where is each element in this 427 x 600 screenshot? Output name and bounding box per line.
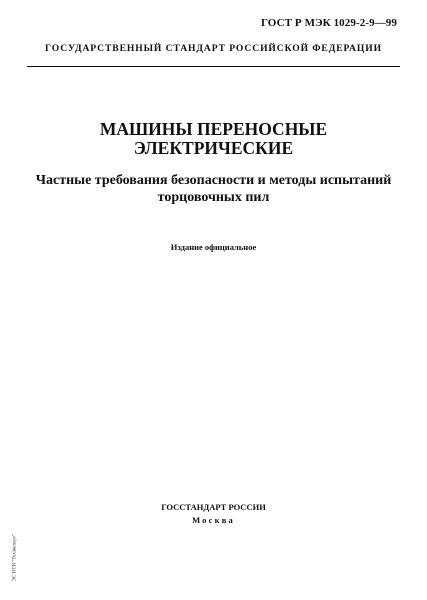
publisher-block: [0, 501, 427, 527]
subtitle: [0, 172, 427, 206]
header-rule: [27, 66, 400, 67]
state-standard-heading: ГОСУДАРСТВЕННЫЙ СТАНДАРТ РОССИЙСКОЙ ФЕДЕРАЦИИ: [45, 43, 382, 54]
publisher-city: Москва: [192, 515, 235, 525]
main-title-line-2: ЭЛЕКТРИЧЕСКИЕ: [133, 138, 294, 158]
subtitle-line-1: Частные требования безопасности и методы испытаний: [35, 173, 392, 188]
subtitle-line-2: торцовочных пил: [157, 190, 270, 205]
title-block: [0, 120, 427, 206]
edition-label: Издание официальное: [170, 242, 257, 252]
side-stamp: ЭС НТИ "Техэксперт": [12, 533, 18, 582]
main-title-line-1: МАШИНЫ ПЕРЕНОСНЫЕ: [99, 119, 328, 139]
document-number: ГОСТ Р МЭК 1029-2-9—99: [260, 17, 397, 29]
main-title: [0, 120, 427, 158]
publisher-name: ГОССТАНДАРТ РОССИИ: [161, 502, 266, 512]
